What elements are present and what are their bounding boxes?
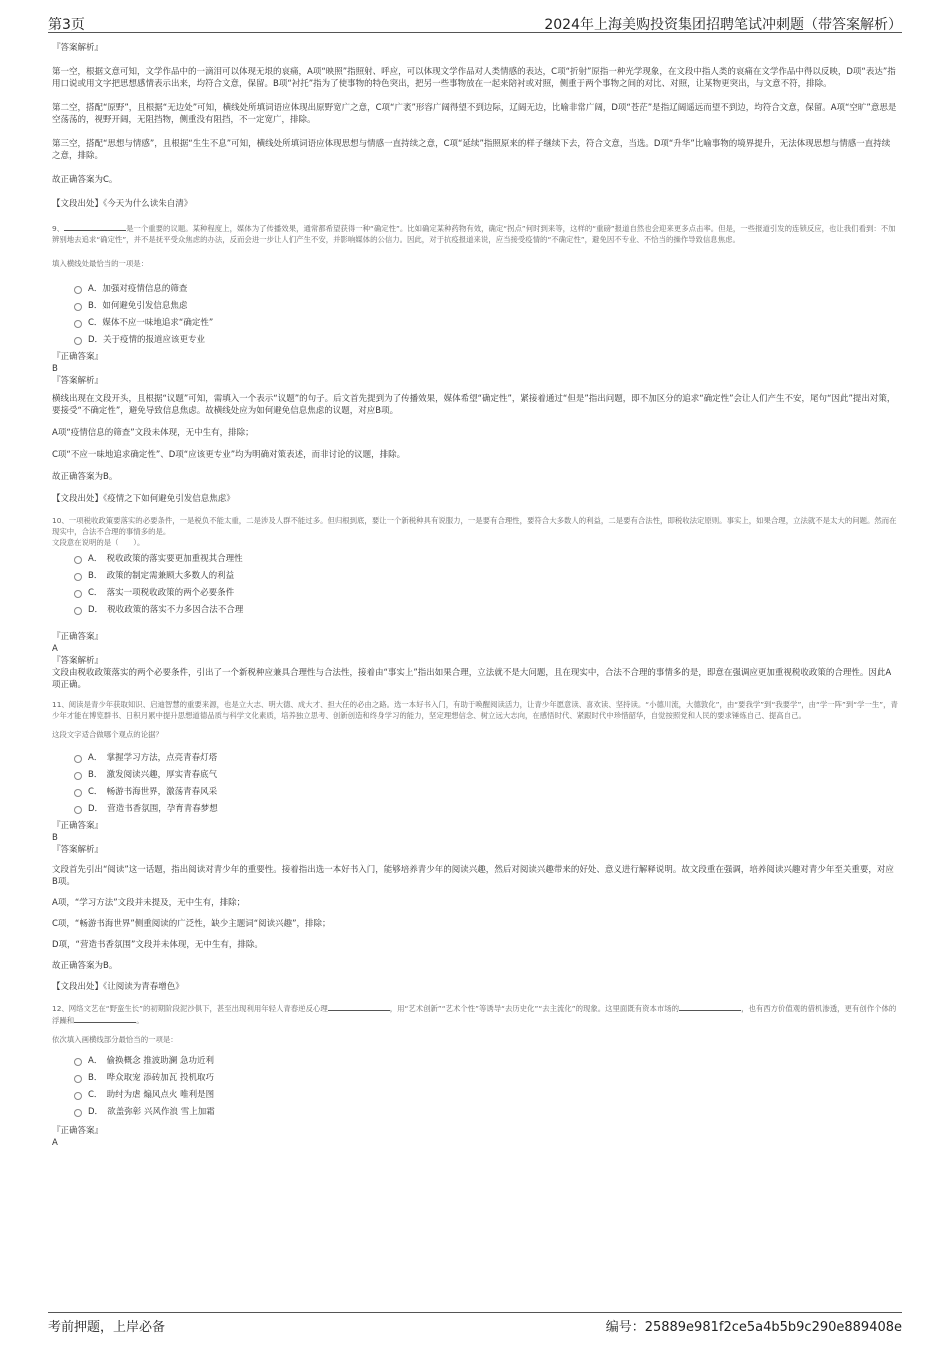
- analysis-paragraph: 横线出现在文段开头，且根据“议题”可知，需填入一个表示“议题”的句子。后文首先提到为了传播效果，媒体希望“确定性”，紧接着通过“但是”指出问题，即不加区分的追求“确定性”会让人们产生不安，尾句“因此”提出对策，要接受“不确定性”，避免导致信息焦虑。故横线处应为如何避免信息焦虑的议题，对应B项。: [52, 394, 896, 416]
- answer-blank: [64, 222, 126, 231]
- source-citation: 【文段出处】《今天为什么读朱自清》: [52, 199, 193, 209]
- radio-icon[interactable]: [74, 337, 82, 345]
- question-10: [52, 515, 898, 691]
- analysis-paragraph: 第二空，搭配“原野”，且根据“无边处”可知，横线处所填词语应体现出原野宽广之意，C项“广袤”形容广阔得望不到边际，辽阔无边，比喻非常广阔，D项“苍茫”是指辽阔遥远而望不到边，均符合文意，保留。A项“空旷”意思是空荡荡的，视野开阔，无阻挡物，侧重没有阻挡，不一定宽广，排除。: [52, 103, 897, 125]
- question-stem: 9、 是一个重要的议题。某种程度上，媒体为了传播效果，通常都希望获得一种“确定性”。比如确定某种药物有效，确定“拐点”何时到来等，这样的“重磅”报道自然也会迎来更多点击率。但是，一些报道引发的连锁反应，也让我们看到：不加辨别地去追求“确定性”，并不是抚平受众焦虑的办法，反而会进一步让人们产生不安，并影响媒体的公信力。因此，对于抗疫报道来说，应当接受疫情的“不确定性”，避免因不专业、不恰当的操作导致信息焦虑。: [52, 224, 896, 244]
- radio-icon[interactable]: [74, 806, 82, 814]
- option-d[interactable]: D．关于疫情的报道应该更专业: [74, 332, 898, 349]
- option-b[interactable]: B． 哗众取宠 添砖加瓦 投机取巧: [74, 1070, 898, 1087]
- option-c[interactable]: C． 落实一项税收政策的两个必要条件: [74, 585, 898, 602]
- answer-value: B: [52, 364, 58, 374]
- question-stem: 10、一项税收政策要落实的必要条件，一是税负不能太重，二是涉及人群不能过多。但归根到底，要让一个新税种具有说服力，一是要有合理性，要符合大多数人的利益，二是要有合法性，即税收法定原则。事实上，如果合理，立法就不是太大的问题。然而在现实中，合法不合理的事情多的是。: [52, 516, 897, 536]
- options-list: [74, 551, 898, 619]
- analysis-label: 『答案解析』: [52, 845, 104, 855]
- analysis-paragraph: 文段由税收政策落实的两个必要条件，引出了一个新税种应兼具合理性与合法性，接着由“事实上”指出如果合理，立法就不是大问题，且在现实中，合法不合理的事情多的是，即意在强调应更加重视税收政策的合理性。因此A项正确。: [52, 668, 892, 690]
- answer-label: 『正确答案』: [52, 1126, 104, 1136]
- analysis-conclusion: 故正确答案为B。: [52, 472, 118, 482]
- question-9: [52, 222, 898, 505]
- radio-icon[interactable]: [74, 1058, 82, 1066]
- option-b[interactable]: B． 激发阅读兴趣，厚实青春底气: [74, 767, 898, 784]
- option-a[interactable]: A． 税收政策的落实要更加重视其合理性: [74, 551, 898, 568]
- option-c[interactable]: C． 助纣为虐 煽风点火 唯利是图: [74, 1087, 898, 1104]
- question-prompt: 填入横线处最恰当的一项是：: [52, 259, 149, 268]
- answer-label: 『正确答案』: [52, 352, 104, 362]
- radio-icon[interactable]: [74, 789, 82, 797]
- question-12: [52, 1002, 898, 1149]
- question-prompt: 这段文字适合做哪个观点的论据？: [52, 730, 163, 739]
- question-prompt: 文段意在说明的是（ ）。: [52, 538, 145, 547]
- question-11: [52, 699, 898, 993]
- radio-icon[interactable]: [74, 556, 82, 564]
- analysis-paragraph: A项“疫情信息的筛查”文段未体现，无中生有，排除；: [52, 428, 254, 438]
- option-a[interactable]: A． 掌握学习方法，点亮青春灯塔: [74, 750, 898, 767]
- analysis-paragraph: 第三空，搭配“思想与情感”，且根据“生生不息”可知，横线处所填词语应体现思想与情感一直持续之意，C项“延续”指照原来的样子继续下去，符合文意，当选。D项“升华”比喻事物的境界提升，无法体现思想与情感一直持续之意，排除。: [52, 139, 891, 161]
- answer-blank: [679, 1002, 741, 1011]
- analysis-paragraph: 文段首先引出“阅读”这一话题，指出阅读对青少年的重要性。接着指出选一本好书入门，能够培养青少年的阅读兴趣，然后对阅读兴趣带来的好处、意义进行解释说明。故文段重在强调，培养阅读兴趣对青少年至关重要，对应B项。: [52, 865, 894, 887]
- option-c[interactable]: C．媒体不应一味地追求“确定性”: [74, 315, 898, 332]
- analysis-label: 『答案解析』: [52, 656, 104, 666]
- option-d[interactable]: D． 税收政策的落实不力多因合法不合理: [74, 602, 898, 619]
- footer-divider: [48, 1312, 902, 1313]
- options-list: [74, 281, 898, 349]
- option-d[interactable]: D． 欲盖弥彰 兴风作浪 雪上加霜: [74, 1104, 898, 1121]
- radio-icon[interactable]: [74, 303, 82, 311]
- analysis-paragraph: C项，“畅游书海世界”侧重阅读的广泛性，缺少主题词“阅读兴趣”，排除；: [52, 919, 331, 929]
- answer-value: A: [52, 644, 58, 654]
- option-c[interactable]: C． 畅游书海世界，激荡青春风采: [74, 784, 898, 801]
- source-citation: 【文段出处】《疫情之下如何避免引发信息焦虑》: [52, 494, 235, 504]
- question-prompt: 依次填入画横线部分最恰当的一项是：: [52, 1035, 178, 1044]
- analysis-paragraph: D项，“营造书香氛围”文段并未体现，无中生有，排除。: [52, 940, 263, 950]
- options-list: [74, 750, 898, 818]
- radio-icon[interactable]: [74, 755, 82, 763]
- radio-icon[interactable]: [74, 607, 82, 615]
- analysis-label: 『答案解析』: [52, 43, 104, 53]
- answer-blank: [328, 1002, 390, 1011]
- page-footer: [48, 1316, 902, 1336]
- radio-icon[interactable]: [74, 320, 82, 328]
- analysis-paragraph: A项，“学习方法”文段并未提及，无中生有，排除；: [52, 898, 246, 908]
- answer-blank: [74, 1014, 136, 1023]
- analysis-conclusion: 故正确答案为B。: [52, 961, 118, 971]
- option-d[interactable]: D． 营造书香氛围，孕育青春梦想: [74, 801, 898, 818]
- radio-icon[interactable]: [74, 1109, 82, 1117]
- footer-slogan: 考前押题，上岸必备: [48, 1320, 166, 1335]
- radio-icon[interactable]: [74, 286, 82, 294]
- radio-icon[interactable]: [74, 1092, 82, 1100]
- header-divider: [48, 32, 902, 33]
- page-number: 第3页: [48, 17, 85, 33]
- page-header: [48, 14, 902, 34]
- analysis-label: 『答案解析』: [52, 376, 104, 386]
- page-content: [52, 42, 898, 1149]
- answer-label: 『正确答案』: [52, 821, 104, 831]
- analysis-paragraph: 第一空，根据文意可知，文学作品中的一滴泪可以体现无垠的哀痛，A项“映照”指照射、呼应，可以体现文学作品对人类情感的表达，C项“折射”原指一种光学现象，在文段中指人类的哀痛在文学作品中得以反映，D项“表达”指用口说或用文字把思想感情表示出来，均符合文意，保留。B项“衬托”指为了使事物的特色突出，把另一些事物放在一起来陪衬或对照，侧重于两个事物之间的对比、对照，让某物更突出，与文意不符，排除。: [52, 67, 896, 89]
- answer-value: B: [52, 833, 58, 843]
- answer-value: A: [52, 1138, 58, 1148]
- answer-label: 『正确答案』: [52, 632, 104, 642]
- source-citation: 【文段出处】《让阅读为青春增色》: [52, 982, 184, 992]
- radio-icon[interactable]: [74, 573, 82, 581]
- document-serial: 编号：25889e981f2ce5a4b5b9c290e889408e: [605, 1320, 902, 1335]
- radio-icon[interactable]: [74, 772, 82, 780]
- radio-icon[interactable]: [74, 590, 82, 598]
- question-stem: 11、阅读是青少年获取知识、启迪智慧的重要来源，也是立大志、明大德、成大才、担大任的必由之路。选一本好书入门，有助于唤醒阅读活力，让青少年愿意读、喜欢读、坚持读。“小德川流，大德敦化”，由“要我学”到“我要学”，由“学一阵”到“学一生”，青少年才能在博览群书、日积月累中提升思想道德品质与科学文化素质，培养独立思考、创新创造和终身学习的能力，坚定理想信念、树立远大志向，在感悟时代、紧跟时代中珍惜韶华，自觉按照党和人民的要求锤炼自己、提高自己。: [52, 700, 898, 720]
- option-a[interactable]: A． 偷换概念 推波助澜 急功近利: [74, 1053, 898, 1070]
- radio-icon[interactable]: [74, 1075, 82, 1083]
- q8-analysis: [52, 42, 898, 210]
- options-list: [74, 1053, 898, 1121]
- analysis-paragraph: C项“不应一味地追求确定性”、D项“应该更专业”均为明确对策表述，而非讨论的议题，排除。: [52, 450, 406, 460]
- option-a[interactable]: A．加强对疫情信息的筛查: [74, 281, 898, 298]
- option-b[interactable]: B． 政策的制定需兼顾大多数人的利益: [74, 568, 898, 585]
- question-stem: 12、网络文艺在“野蛮生长”的初期阶段泥沙俱下，甚至出现利用年轻人青春逆反心理 ，用“艺术创新”“艺术个性”等诱导“去历史化”“去主流化”的现象。这里面既有资本市场的 ，也有西方价值观的借机渗透，更有创作个体的浮躁和 。: [52, 1004, 897, 1025]
- analysis-conclusion: 故正确答案为C。: [52, 175, 118, 185]
- document-title: 2024年上海美购投资集团招聘笔试冲刺题（带答案解析）: [544, 17, 902, 33]
- option-b[interactable]: B．如何避免引发信息焦虑: [74, 298, 898, 315]
